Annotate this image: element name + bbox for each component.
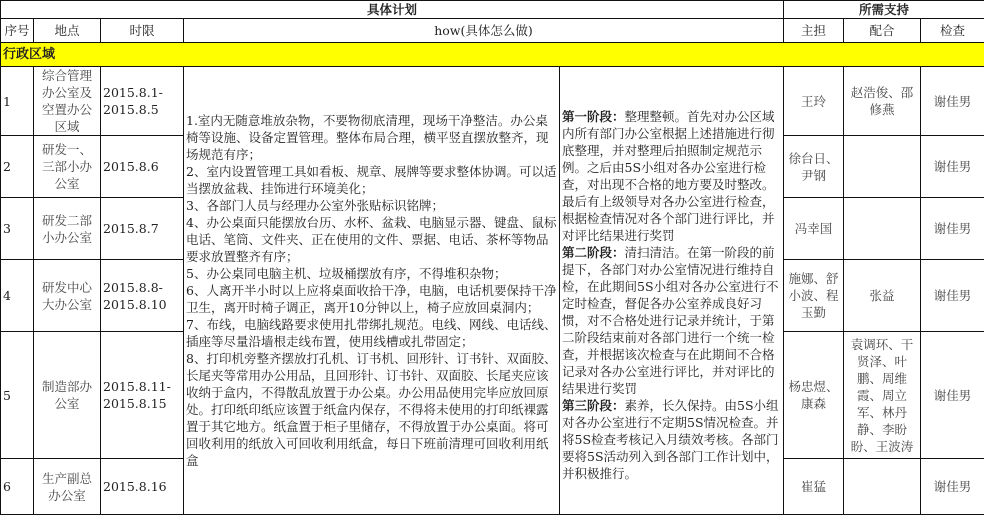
col-location-header: 地点	[34, 19, 101, 43]
measure-item: 6、人离开半小时以上应将桌面收拾干净，电脑，电话机要保持干净卫生，离开时椅子调正，离开10分钟以上，椅子应放回桌洞内；	[186, 282, 557, 316]
row-no: 1	[1, 67, 34, 136]
group-plan-header: 具体计划	[1, 1, 784, 19]
col-how-header: how(具体怎么做)	[184, 19, 784, 43]
row-assist	[844, 136, 921, 198]
measure-item: 7、布线，电脑线路要求使用扎带绑扎规范。电线、网线、电话线、插座等尽量沿墙根走线布置，使用线槽或扎带固定；	[186, 316, 557, 350]
row-assist: 袁调环、干贤泽、叶鹏、周维霞、周立军、林丹静、李盼盼、王波涛	[844, 332, 921, 459]
row-no: 5	[1, 332, 34, 459]
row-check: 谢佳男	[921, 332, 984, 459]
row-location: 研发一、三部小办公室	[34, 136, 101, 198]
row-location: 生产副总办公室	[34, 459, 101, 515]
row-assist	[844, 459, 921, 515]
stage-label: 第三阶段：	[562, 398, 625, 413]
row-period: 2015.8.1- 2015.8.5	[101, 67, 184, 136]
row-check: 谢佳男	[921, 459, 984, 515]
row-lead: 杨忠煜、康森	[784, 332, 844, 459]
col-assist-header: 配合	[844, 19, 921, 43]
measure-item: 2、室内设置管理工具如看板、规章、展牌等要求整体协调。可以适当摆放盆栽、挂饰进行环境美化；	[186, 163, 557, 197]
stage-item	[562, 244, 781, 397]
row-location: 制造部办公室	[34, 332, 101, 459]
row-no: 6	[1, 459, 34, 515]
stage-label: 第一阶段：	[562, 109, 625, 124]
row-location: 综合管理办公室及空置办公区域	[34, 67, 101, 136]
row-lead: 冯幸国	[784, 198, 844, 260]
row-period: 2015.8.6	[101, 136, 184, 198]
row-assist: 赵浩俊、邵修燕	[844, 67, 921, 136]
row-assist	[844, 198, 921, 260]
row-check: 谢佳男	[921, 67, 984, 136]
measure-item: 1.室内无随意堆放杂物，不要物彻底清理，现场干净整洁。办公桌椅等设施、设备定置管理。整体布局合理，横平竖直摆放整齐，现场规范有序；	[186, 112, 557, 163]
group-header-row	[1, 1, 984, 19]
row-period: 2015.8.7	[101, 198, 184, 260]
row-period: 2015.8.16	[101, 459, 184, 515]
col-no-header: 序号	[1, 19, 34, 43]
row-location: 研发二部小办公室	[34, 198, 101, 260]
stage-label: 第二阶段：	[562, 245, 625, 260]
row-lead: 崔猛	[784, 459, 844, 515]
section-title: 行政区域	[1, 43, 984, 67]
row-location: 研发中心大办公室	[34, 260, 101, 332]
section-row	[1, 43, 984, 67]
col-period-header: 时限	[101, 19, 184, 43]
row-no: 2	[1, 136, 34, 198]
row-lead: 徐台日、尹钢	[784, 136, 844, 198]
measure-item: 5、办公桌同电脑主机、垃圾桶摆放有序，不得堆积杂物；	[186, 265, 557, 282]
stage-text: 整理整顿。首先对办公区域内所有部门办公室根据上述措施进行彻底整理，并对整理后拍照制定规范示例。之后由5S小组对各办公室进行检查，对出现不合格的地方要及时整改。最后有上级领导对各办公室进行检查，根据检查情况对各个部门进行评比，并对评比结果进行奖罚	[562, 109, 775, 243]
col-lead-header: 主担	[784, 19, 844, 43]
column-header-row	[1, 19, 984, 43]
stage-text: 清扫清洁。在第一阶段的前提下，各部门对办公室情况进行维持自检，在此期间5S小组对各办公室进行不定时检查，督促各办公室养成良好习惯，对不合格处进行记录并统计，于第二阶段结束前对各部门进行一个统一检查，并根据该次检查与在此期间不合格记录对各办公室进行评比，并对评比的结果进行奖罚	[562, 245, 779, 396]
measures-cell	[184, 67, 560, 515]
row-period: 2015.8.11- 2015.8.15	[101, 332, 184, 459]
group-support-header: 所需支持	[784, 1, 984, 19]
row-lead: 王玲	[784, 67, 844, 136]
stages-cell	[560, 67, 784, 515]
row-check: 谢佳男	[921, 136, 984, 198]
row-no: 4	[1, 260, 34, 332]
table-row	[1, 67, 984, 136]
row-check: 谢佳男	[921, 260, 984, 332]
row-assist: 张益	[844, 260, 921, 332]
row-lead: 施娜、舒小波、程玉勤	[784, 260, 844, 332]
measure-item: 3、各部门人员与经理办公室外张贴标识铭牌；	[186, 197, 557, 214]
row-no: 3	[1, 198, 34, 260]
measure-item: 4、办公桌面只能摆放台历、水杯、盆栽、电脑显示器、键盘、鼠标电话、笔筒、文件夹、正在使用的文件、票据、电话、茶杯等物品要求放置整齐有序；	[186, 214, 557, 265]
stage-item	[562, 108, 781, 244]
row-check: 谢佳男	[921, 198, 984, 260]
stage-text: 素养，长久保持。由5S小组对各办公室进行不定期5S情况检查。并将5S检查考核记入月绩效考核。各部门要将5S活动列入到各部门工作计划中，并积极推行。	[562, 398, 779, 481]
stage-item	[562, 397, 781, 482]
col-check-header: 检查	[921, 19, 984, 43]
measure-item: 8、打印机旁整齐摆放打孔机、订书机、回形针、订书针、双面胶、长尾夹等常用办公用品，且回形针、订书针、双面胶、长尾夹应该收纳于盒内，不得散乱放置于办公桌。办公用品使用完毕应放回原处。打印纸印纸应该置于纸盒内保存，不得将未使用的打印纸裸露置于其它地方。纸盒置于柜子里储存，不得放置于办公桌面。将可回收利用的纸放入可回收利用纸盒，每日下班前清理可回收利用纸盒	[186, 350, 557, 469]
row-period: 2015.8.8- 2015.8.10	[101, 260, 184, 332]
